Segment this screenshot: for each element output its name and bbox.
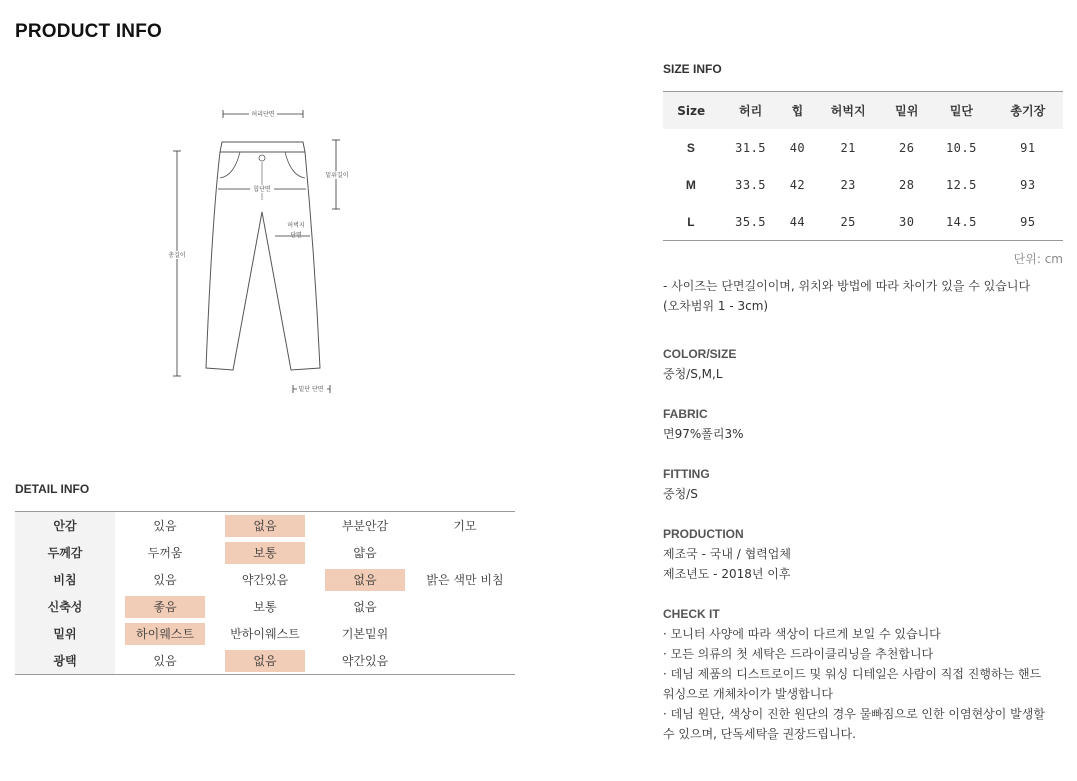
size-value-cell: 95 <box>1020 214 1036 229</box>
detail-option-cell <box>315 512 415 540</box>
detail-option: 보통 <box>253 599 277 614</box>
detail-option-cell <box>115 647 215 675</box>
thigh-label: 허벅지 <box>287 222 305 229</box>
size-value-cell: 21 <box>840 140 856 155</box>
detail-info-heading: DETAIL INFO <box>15 482 90 496</box>
detail-row-label: 밑위 <box>15 620 115 647</box>
size-row <box>663 166 1063 203</box>
check-it-heading: CHECK IT <box>663 607 720 621</box>
detail-option-cell <box>415 566 515 593</box>
size-value-cell: 23 <box>840 177 856 192</box>
detail-option: 있음 <box>153 653 177 668</box>
detail-option <box>425 594 505 616</box>
detail-option: 기모 <box>453 518 477 533</box>
detail-option-cell <box>115 620 215 647</box>
size-note-line: - 사이즈는 단면길이이며, 위치와 방법에 따라 차이가 있을 수 있습니다 <box>663 279 1031 293</box>
detail-row-label: 두께감 <box>15 539 115 566</box>
check-it-line: · 모니터 사양에 따라 색상이 다르게 보일 수 있습니다 <box>663 627 941 641</box>
size-value-cell: 30 <box>899 214 915 229</box>
rise-label: 밑위길이 <box>325 172 349 179</box>
size-value-cell: 91 <box>1020 140 1036 155</box>
detail-option: 기본밑위 <box>341 626 389 641</box>
size-column-header: 총기장 <box>993 92 1063 130</box>
size-row <box>663 203 1063 241</box>
size-column-header: 힙 <box>782 92 813 130</box>
size-column-header: 허벅지 <box>813 92 883 130</box>
detail-option-selected: 하이웨스트 <box>125 623 205 645</box>
detail-row <box>15 512 515 540</box>
detail-option-cell <box>415 647 515 675</box>
fabric-value: 면97%폴리3% <box>663 427 744 441</box>
detail-option-cell <box>315 647 415 675</box>
size-value-cell: 12.5 <box>945 177 977 192</box>
fabric-section <box>663 404 1073 444</box>
detail-option: 약간있음 <box>341 653 389 668</box>
detail-option-selected: 없음 <box>325 569 405 591</box>
size-row <box>663 129 1063 166</box>
size-name-cell: M <box>685 177 697 192</box>
detail-row <box>15 539 515 566</box>
detail-option-cell <box>115 539 215 566</box>
size-note-line: (오차범위 1 - 3cm) <box>663 299 769 313</box>
size-value-cell: 28 <box>899 177 915 192</box>
size-column-header: Size <box>663 92 719 130</box>
size-value-cell: 40 <box>789 140 806 155</box>
length-label: 총길이 <box>168 252 186 259</box>
size-info-table <box>663 91 1063 241</box>
color-size-value: 중청/S,M,L <box>663 367 723 381</box>
waist-label: 허리단면 <box>251 111 275 118</box>
detail-option <box>425 540 505 562</box>
hip-label: 힙단면 <box>253 186 271 193</box>
detail-option-cell <box>115 566 215 593</box>
page-title: PRODUCT INFO <box>15 21 163 42</box>
detail-option: 없음 <box>353 599 377 614</box>
size-column-header: 밑단 <box>930 92 992 130</box>
fabric-heading: FABRIC <box>663 407 708 421</box>
size-column-header: 밑위 <box>883 92 930 130</box>
detail-option-cell <box>315 566 415 593</box>
detail-option-cell <box>115 512 215 540</box>
detail-row <box>15 647 515 675</box>
color-size-section <box>663 344 1073 384</box>
check-it-line: · 데님 제품의 디스트로이드 및 워싱 디테일은 사람이 직접 진행하는 핸드 <box>663 667 1042 681</box>
size-note <box>663 276 1073 316</box>
detail-option-cell <box>215 647 315 675</box>
detail-option-selected: 좋음 <box>125 596 205 618</box>
detail-option-selected: 없음 <box>225 650 305 672</box>
hem-label: 밑단 단면 <box>298 386 324 393</box>
check-it-line: · 모든 의류의 첫 세탁은 드라이클리닝을 추천합니다 <box>663 647 934 661</box>
detail-row <box>15 593 515 620</box>
size-value-cell: 93 <box>1020 177 1036 192</box>
detail-option-cell <box>215 620 315 647</box>
detail-row-label: 안감 <box>15 512 115 540</box>
detail-option: 있음 <box>153 518 177 533</box>
check-it-section <box>663 604 1073 744</box>
size-value-cell: 14.5 <box>945 214 977 229</box>
detail-option-cell <box>315 593 415 620</box>
size-name-cell: S <box>686 140 696 155</box>
size-value-cell: 10.5 <box>945 140 977 155</box>
size-value-cell: 33.5 <box>735 177 767 192</box>
detail-option: 있음 <box>153 572 177 587</box>
unit-label: 단위: cm <box>1013 252 1063 266</box>
check-it-line: 워싱으로 개체차이가 발생합니다 <box>663 687 833 701</box>
detail-option-cell <box>415 593 515 620</box>
production-line: 제조국 - 국내 / 협력업체 <box>663 547 791 561</box>
production-heading: PRODUCTION <box>663 527 744 541</box>
fitting-heading: FITTING <box>663 467 710 481</box>
size-column-header: 허리 <box>719 92 781 130</box>
detail-row <box>15 566 515 593</box>
detail-option <box>425 621 505 643</box>
detail-info-table <box>15 511 515 675</box>
detail-row-label: 비침 <box>15 566 115 593</box>
detail-option-cell <box>315 539 415 566</box>
detail-option-selected: 없음 <box>225 515 305 537</box>
detail-row-label: 신축성 <box>15 593 115 620</box>
size-value-cell: 25 <box>840 214 856 229</box>
detail-option-cell <box>215 539 315 566</box>
detail-option <box>425 648 505 670</box>
color-size-heading: COLOR/SIZE <box>663 347 737 361</box>
detail-option: 밝은 색만 비침 <box>426 572 504 587</box>
production-line: 제조년도 - 2018년 이후 <box>663 567 791 581</box>
detail-option-cell <box>315 620 415 647</box>
detail-option-cell <box>115 593 215 620</box>
fitting-value: 중청/S <box>663 487 698 501</box>
size-value-cell: 42 <box>789 177 806 192</box>
detail-row <box>15 620 515 647</box>
check-it-line: · 데님 원단, 색상이 진한 원단의 경우 물빠짐으로 인한 이염현상이 발생할 <box>663 707 1045 721</box>
size-value-cell: 26 <box>899 140 915 155</box>
size-info-heading: SIZE INFO <box>663 62 722 76</box>
detail-option: 약간있음 <box>241 572 289 587</box>
detail-option-selected: 보통 <box>225 542 305 564</box>
detail-option: 부분안감 <box>341 518 389 533</box>
detail-option-cell <box>215 512 315 540</box>
fitting-section <box>663 464 1073 504</box>
detail-option: 두꺼움 <box>147 545 183 560</box>
production-section <box>663 524 1073 584</box>
size-value-cell: 35.5 <box>735 214 767 229</box>
check-it-line: 수 있으며, 단독세탁을 권장드립니다. <box>663 727 856 741</box>
detail-option-cell <box>215 566 315 593</box>
size-name-cell: L <box>687 214 696 229</box>
size-value-cell: 44 <box>789 214 806 229</box>
detail-row-label: 광택 <box>15 647 115 675</box>
detail-option-cell <box>415 539 515 566</box>
detail-option-cell <box>415 512 515 540</box>
detail-option-cell <box>415 620 515 647</box>
size-value-cell: 31.5 <box>735 140 767 155</box>
thigh-label-2: 단면 <box>290 232 302 239</box>
detail-option: 얇음 <box>353 545 377 560</box>
detail-option: 반하이웨스트 <box>230 626 300 641</box>
pants-measurement-diagram <box>150 100 370 400</box>
detail-option-cell <box>215 593 315 620</box>
